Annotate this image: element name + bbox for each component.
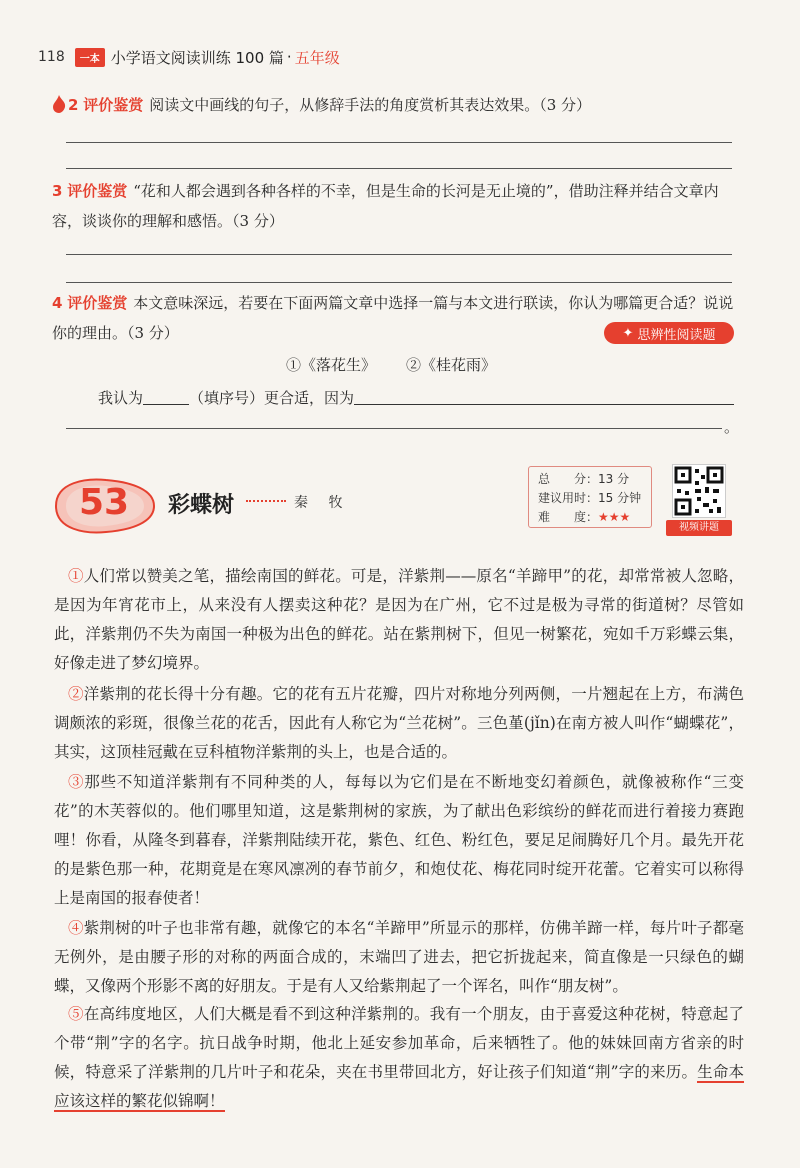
grade-label: 五年级 <box>294 48 340 67</box>
question-text: 阅读文中画线的句子，从修辞手法的角度赏析其表达效果。（3 分） <box>149 96 592 114</box>
paragraph-1: ①人们常以赞美之笔，描绘南国的鲜花。可是，洋紫荆——原名“羊蹄甲”的花，却常常被人忽略，是因为年宵花市上，从来没有人摆卖这种花？是因为在广州，它不过是极为寻常的街道树？尽管如此，洋紫荆仍不失为南国一种极为出色的鲜花。站在紫荆树下，但见一树繁花，宛如千万彩蝶云集，好像走进了梦幻境界。 <box>54 567 744 672</box>
answer-line[interactable] <box>66 142 732 143</box>
choice-2: ②《桂花雨》 <box>406 356 497 374</box>
answer-line[interactable] <box>66 254 732 255</box>
fill-prefix: 我认为 <box>98 389 144 407</box>
choice-1: ①《落花生》 <box>286 356 377 374</box>
difficulty-stars: ★★★ <box>598 510 631 524</box>
series-badge: 一本 <box>75 48 105 67</box>
choice-number-blank[interactable] <box>143 387 189 405</box>
answer-line[interactable] <box>66 282 732 283</box>
question-3 <box>52 176 742 236</box>
paragraph-5: ⑤在高纬度地区，人们大概是看不到这种洋紫荆的。我有一个朋友，由于喜爱这种花树，特意起了个带“荆”字的名字。抗日战争时期，他北上延安参加革命，后来牺牲了。他的妹妹回南方省亲的时候，特意采了洋紫荆的几片叶子和花朵，夹在书里带回北方，好让孩子们知道“荆”字的来历。生命本应该这样的繁花似锦啊！ <box>54 1005 744 1110</box>
page-number: 118 <box>38 49 65 65</box>
answer-line[interactable] <box>66 428 722 429</box>
critical-reading-tag <box>604 322 734 344</box>
video-explanation-label[interactable]: 视频讲题 <box>666 520 732 536</box>
reason-blank[interactable] <box>354 387 734 405</box>
lesson-title: 彩蝶树 <box>168 493 235 518</box>
question-number: 3 <box>52 182 63 200</box>
question-tag: 评价鉴赏 <box>67 294 128 312</box>
sparkle-icon: ✦ <box>622 325 634 341</box>
question-tag: 评价鉴赏 <box>67 182 128 200</box>
title-separator: · <box>286 48 292 66</box>
fill-in-answer <box>98 384 734 412</box>
fill-mid: （填序号）更合适，因为 <box>189 389 355 407</box>
paragraph-4: ④紫荆树的叶子也非常有趣，就像它的本名“羊蹄甲”所显示的那样，仿佛羊蹄一样，每片叶子都毫无例外，是由腰子形的对称的两面合成的，末端凹了进去，把它折拢起来，简直像是一只绿色的蝴蝶，又像两个形影不离的好朋友。于是有人又给紫荆起了一个诨名，叫作“朋友树”。 <box>54 919 744 995</box>
title-dots <box>246 500 286 502</box>
period-mark: 。 <box>724 418 740 436</box>
lesson-number-badge <box>46 476 158 536</box>
lesson-author: 秦 牧 <box>294 495 351 511</box>
question-number: 2 <box>68 96 79 114</box>
qr-code-icon[interactable] <box>672 464 726 518</box>
lesson-number: 53 <box>78 482 130 523</box>
question-text: “花和人都会遇到各种各样的不幸，但是生命的长河是无止境的”，借助注释并结合文章内容，谈谈你的理解和感悟。（3 分） <box>52 182 719 230</box>
reading-choices <box>286 352 526 378</box>
paragraph-2: ②洋紫荆的花长得十分有趣。它的花有五片花瓣，四片对称地分列两侧，一片翘起在上方，布满色调颇浓的彩斑，很像兰花的花舌，因此有人称它为“兰花树”。三色堇(jǐn)在南方被人叫作“蝴蝶花”，其实，这顶桂冠戴在豆科植物洋紫荆的头上，也是合适的。 <box>54 685 744 761</box>
book-title: 小学语文阅读训练 100 篇 <box>110 48 284 67</box>
meta-total: 总 分：13 分 <box>538 472 630 486</box>
meta-difficulty: 难 度：★★★ <box>538 510 631 524</box>
meta-time: 建议用时：15 分钟 <box>538 491 642 505</box>
question-2 <box>52 90 742 120</box>
paragraph-3: ③那些不知道洋紫荆有不同种类的人，每每以为它们是在不断地变幻着颜色，就像被称作“三变花”的木芙蓉似的。他们哪里知道，这是紫荆树的家族，为了献出色彩缤纷的鲜花而进行着接力赛跑哩！你看，从隆冬到暮春，洋紫荆陆续开花，紫色、红色、粉红色，要足足闹腾好几个月。最先开花的是紫色那一种，花期竟是在寒风凛冽的春节前夕，和炮仗花、梅花同时绽开花蕾。它着实可以称得上是南国的报春使者！ <box>54 773 744 907</box>
tag-label: 思辨性阅读题 <box>637 327 716 343</box>
question-text: 本文意味深远，若要在下面两篇文章中选择一篇与本文进行联读，你认为哪篇更合适？说说你的理由。（3 分） <box>52 294 734 342</box>
question-number: 4 <box>52 294 63 312</box>
question-tag: 评价鉴赏 <box>83 96 144 114</box>
answer-line[interactable] <box>66 168 732 169</box>
flame-icon <box>52 95 66 113</box>
page-header <box>38 46 340 68</box>
underlined-sentence: 生命本应该这样的繁花似锦啊！ <box>54 1063 744 1110</box>
